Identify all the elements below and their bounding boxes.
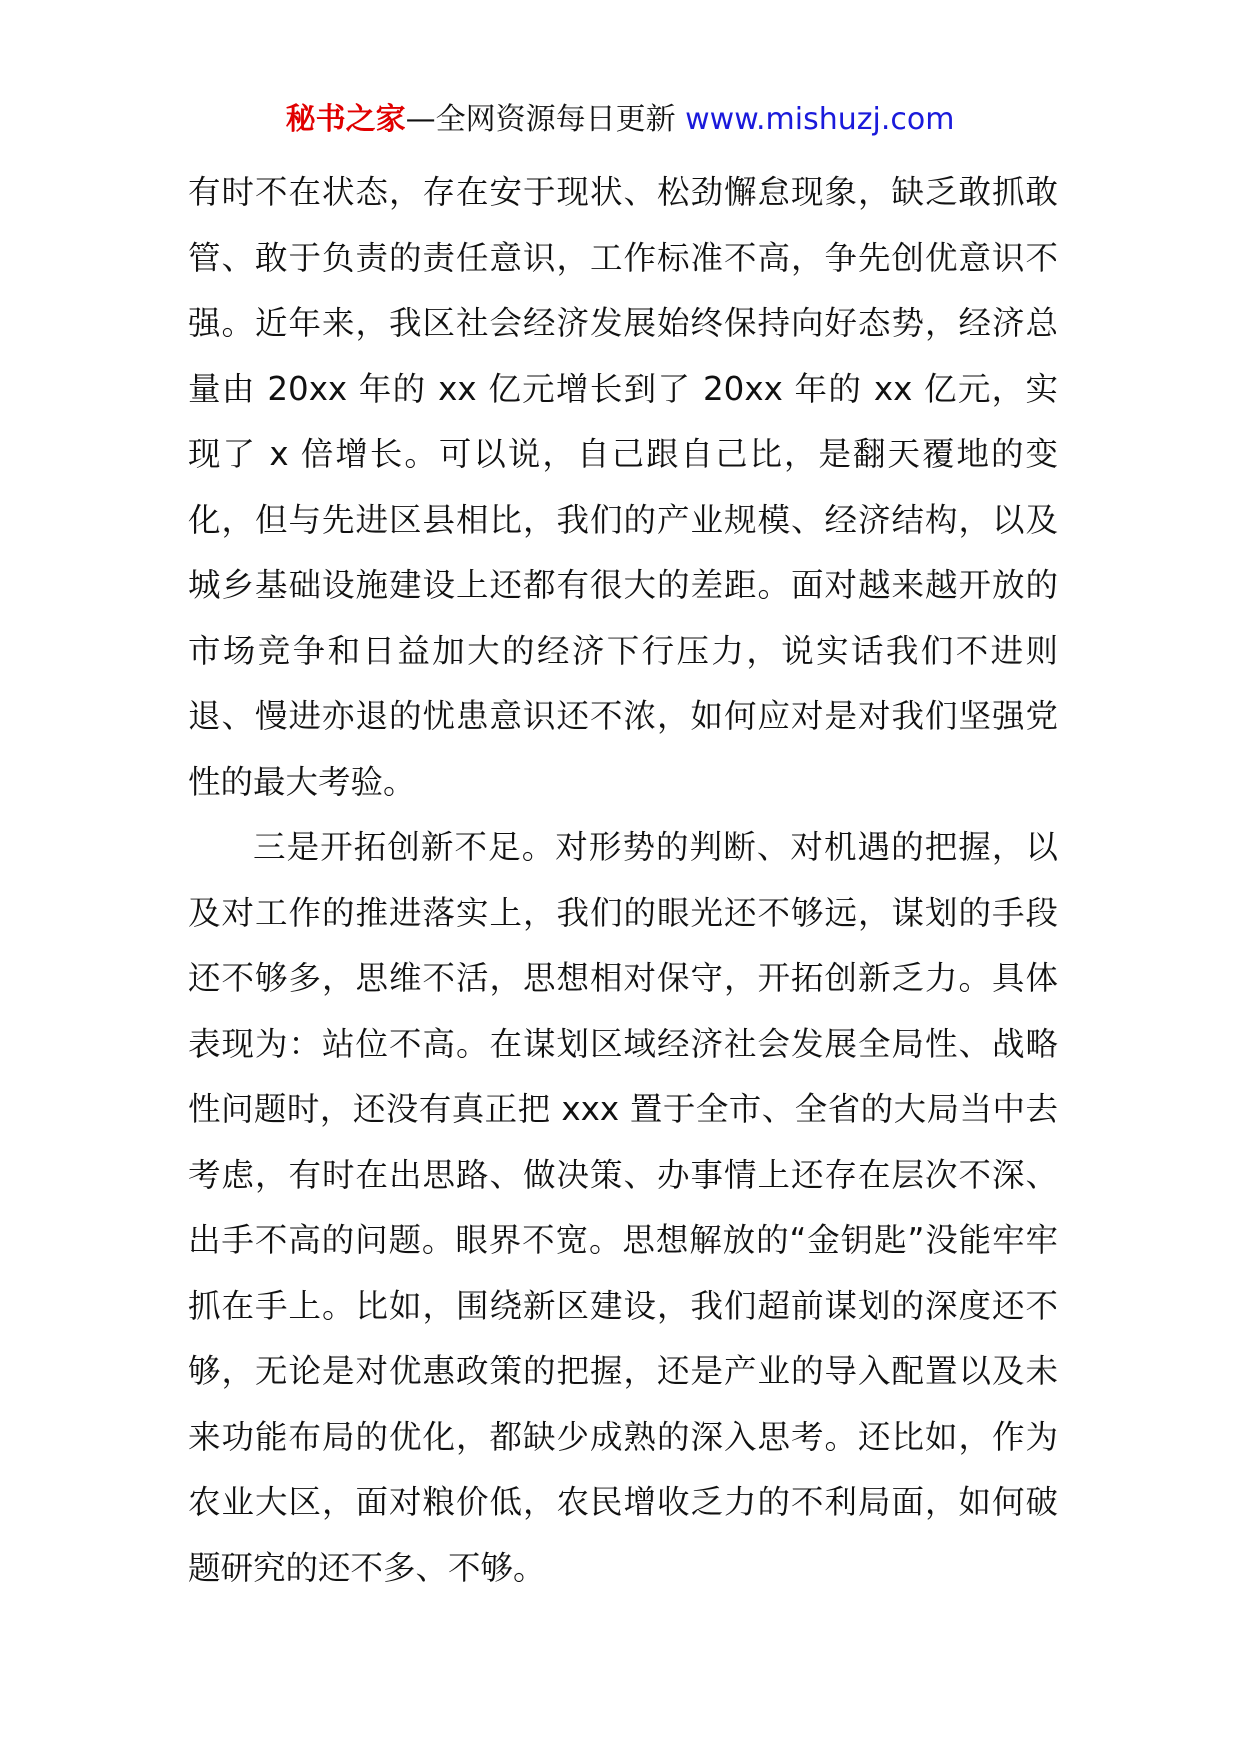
- page-header: [0, 100, 1240, 140]
- header-brand: 秘书之家: [285, 102, 406, 137]
- paragraph-continuation: 有时不在状态，存在安于现状、松劲懈怠现象，缺乏敢抓敢管、敢于负责的责任意识，工作标准不高，争先创优意识不强。近年来，我区社会经济发展始终保持向好态势，经济总量由 20xx 年的 xx 亿元增长到了 20xx 年的 xx 亿元，实现了 x 倍增长。可以说，自己跟自己比，是翻天覆地的变化，但与先进区县相比，我们的产业规模、经济结构，以及城乡基础设施建设上还都有很大的差距。面对越来越开放的市场竞争和日益加大的经济下行压力，说实话我们不进则退、慢进亦退的忧患意识还不浓，如何应对是对我们坚强党性的最大考验。: [188, 173, 1058, 801]
- document-body: [188, 160, 1058, 1601]
- header-tagline: —全网资源每日更新: [405, 102, 686, 137]
- paragraph-innovation: 三是开拓创新不足。对形势的判断、对机遇的把握，以及对工作的推进落实上，我们的眼光还不够远，谋划的手段还不够多，思维不活，思想相对保守，开拓创新乏力。具体表现为：站位不高。在谋划区域经济社会发展全局性、战略性问题时，还没有真正把 xxx 置于全市、全省的大局当中去考虑，有时在出思路、做决策、办事情上还存在层次不深、出手不高的问题。眼界不宽。思想解放的“金钥匙”没能牢牢抓在手上。比如，围绕新区建设，我们超前谋划的深度还不够，无论是对优惠政策的把握，还是产业的导入配置以及未来功能布局的优化，都缺少成熟的深入思考。还比如，作为农业大区，面对粮价低，农民增收乏力的不利局面，如何破题研究的还不多、不够。: [188, 828, 1058, 1587]
- header-url-link[interactable]: www.mishuzj.com: [685, 102, 955, 137]
